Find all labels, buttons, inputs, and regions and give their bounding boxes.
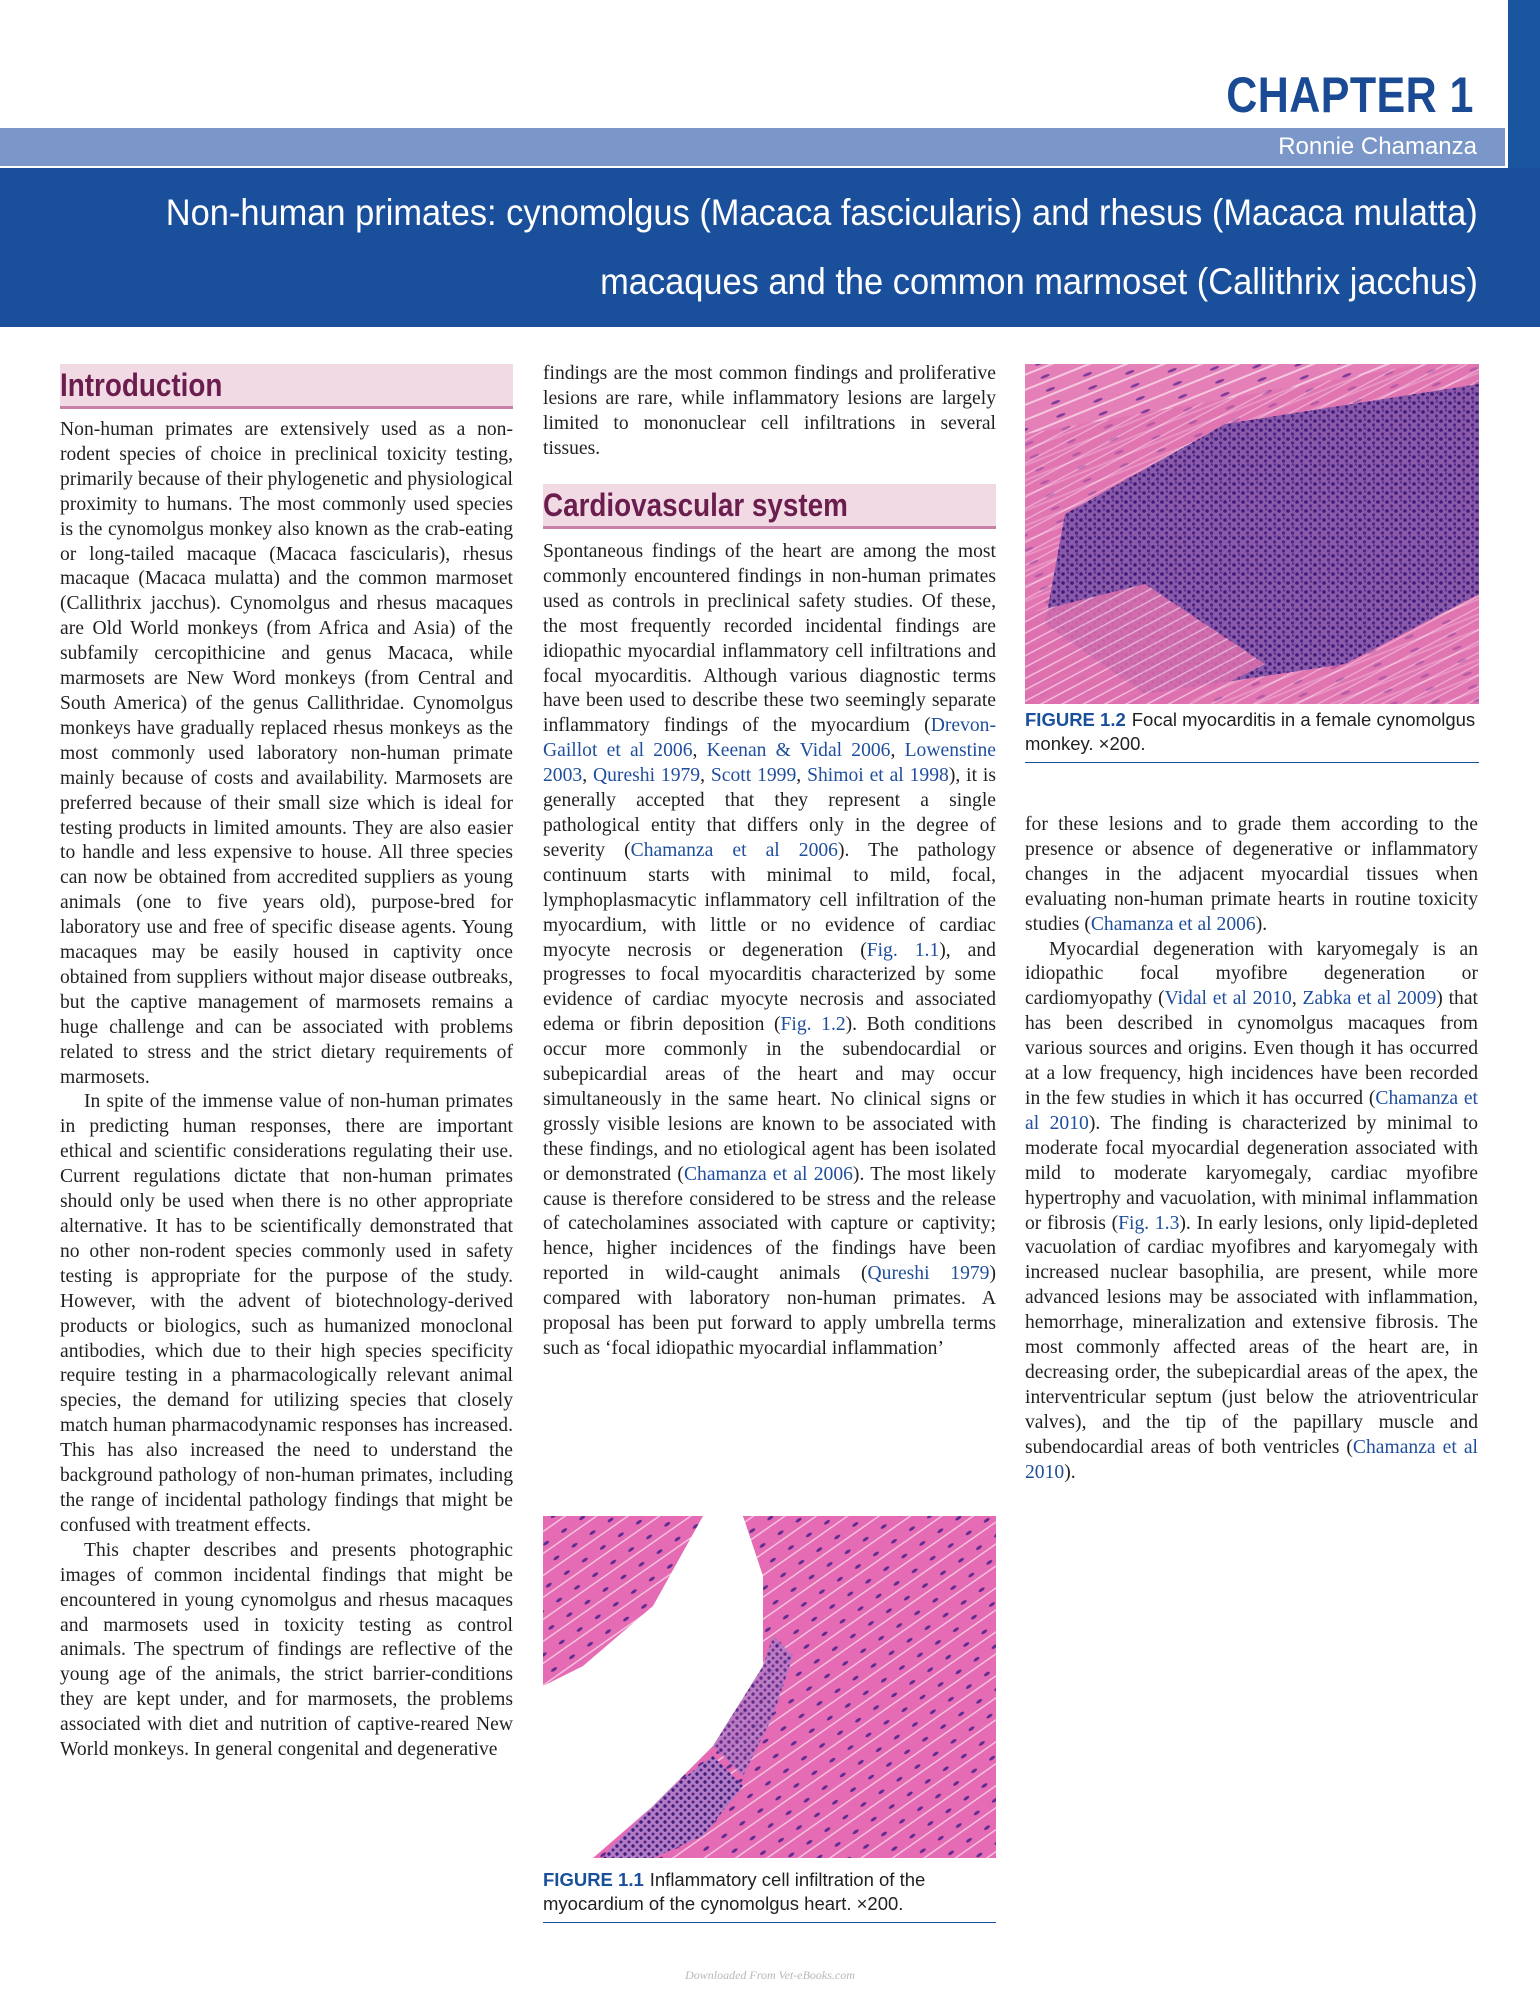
karyomegaly-paragraph: Myocardial degeneration with karyomegaly is an idiopathic focal myofibre degeneration or cardiomyopathy (Vidal et al 2010, Zabka et al 2009) that has been described in cynomolgus macaques from various sources and origins. Even though it has occurred at a low frequency, high incidences have been recorded in the few studies in which it has occurred (Chamanza et al 2010). The finding is characterized by minimal to moderate focal myocardial degeneration associated with mild to moderate karyomegaly, cardiac myofibre hypertrophy and vacuolation, with minimal inflammation or fibrosis (Fig. 1.3). In early lesions, only lipid-depleted vacuolation of cardiac myofibres and karyomegaly with increased nuclear basophilia, are present, while more advanced lesions may be associated with inflammation, hemorrhage, mineralization and extensive fibrosis. The most commonly affected areas of the heart are, in decreasing order, the subepicardial areas of the apex, the interventricular septum (just below the atrioventricular valves), and the tip of the papillary muscle and subendocardial areas of both ventricles (Chamanza et al 2010). — [1025, 938, 1479, 1483]
chapter-title-line-2: macaques and the common marmoset (Callithrix jacchus) — [600, 261, 1478, 302]
citation-link[interactable]: Qureshi 1979 — [867, 1263, 990, 1285]
citation-link[interactable]: Vidal et al 2010 — [1164, 988, 1292, 1010]
author-band — [0, 128, 1505, 166]
column-3-continuation: for these lesions and to grade them according to the presence or absence of degenerative or inflammatory changes in the adjacent myocardial tissues when evaluating non-human primate hearts in routine toxicity studies (Chamanza et al 2006). — [1025, 814, 1478, 935]
section-heading-text: Introduction — [60, 367, 223, 403]
column-1 — [60, 418, 513, 1763]
column-2-cardio — [543, 540, 996, 1362]
figure-label: FIGURE 1.1 — [543, 1869, 644, 1890]
section-heading-text: Cardiovascular system — [543, 487, 848, 523]
section-heading-cardiovascular — [543, 484, 996, 529]
section-heading-introduction — [60, 364, 513, 409]
author-name: Ronnie Chamanza — [1278, 133, 1477, 160]
citation-link[interactable]: Chamanza et al 2006 — [1090, 913, 1256, 935]
intro-paragraph-2: In spite of the immense value of non-human primates in predicting human responses, there are important ethical and scientific considerations regulating their use. Current regulations dictate that non-human primates should only be used when there is no other appropriate alternative. It has to be scientifically demonstrated that no other non-rodent species commonly used in safety testing is appropriate for the purpose of the study. However, with the advent of biotechnology-derived products or biologics, such as humanized monoclonal antibodies, which due to their high species specificity require testing in a pharmacologically relevant animal species, the demand for utilizing species that closely match human pharmacodynamic responses has increased. This has also increased the need to understand the background pathology of non-human primates, including the range of incidental pathology findings that might be confused with treatment effects. — [60, 1091, 513, 1536]
citation-link[interactable]: Zabka et al 2009 — [1302, 988, 1437, 1010]
figure-label: FIGURE 1.2 — [1025, 709, 1126, 730]
figure-1-1-caption — [543, 1868, 996, 1923]
citation-link[interactable]: Chamanza et al 2006 — [630, 839, 838, 861]
column-2-continuation: findings are the most common findings and proliferative lesions are rare, while inflammatory lesions are largely limited to mononuclear cell infiltrations in several tissues. — [543, 363, 996, 459]
intro-paragraph-3: This chapter describes and presents photographic images of common incidental findings that might be encountered in young cynomolgus and rhesus macaques and marmosets used in toxicity testing as control animals. The spectrum of findings are reflective of the young age of the animals, the strict barrier-conditions they are kept under, and for marmosets, the problems associated with diet and nutrition of captive-reared New World monkeys. In general congenital and degenerative — [60, 1539, 513, 1761]
figure-reference-link[interactable]: Fig. 1.3 — [1118, 1212, 1180, 1234]
citation-link[interactable]: Shimoi et al 1998 — [807, 765, 949, 787]
citation-link[interactable]: Chamanza et al 2010 — [1025, 1436, 1478, 1483]
caption-text: Inflammatory cell infiltration of the myocardium of the cynomolgus heart. ×200. — [543, 1869, 926, 1914]
citation-link[interactable]: Chamanza et al 2010 — [1025, 1087, 1479, 1134]
figure-1-1-micrograph — [543, 1516, 996, 1858]
caption-text: Focal myocarditis in a female cynomolgus monkey. ×200. — [1025, 709, 1476, 754]
title-band — [0, 168, 1540, 327]
citation-link[interactable]: Drevon-Gaillot et al 2006 — [543, 715, 996, 762]
citation-link[interactable]: Qureshi 1979 — [592, 765, 701, 787]
citation-link[interactable]: Keenan & Vidal 2006 — [706, 740, 891, 762]
column-3 — [1025, 813, 1478, 1485]
figure-reference-link[interactable]: Fig. 1.2 — [780, 1014, 846, 1036]
citation-link[interactable]: Lowenstine 2003 — [543, 740, 997, 787]
citation-link[interactable]: Chamanza et al 2006 — [683, 1163, 853, 1185]
column-2-top — [543, 362, 996, 462]
figure-reference-link[interactable]: Fig. 1.1 — [866, 939, 940, 961]
figure-1-2-micrograph — [1025, 364, 1479, 704]
chapter-label: CHAPTER 1 — [1226, 67, 1474, 123]
chapter-title-line-1: Non-human primates: cynomolgus (Macaca fascicularis) and rhesus (Macaca mulatta) — [166, 192, 1478, 233]
intro-paragraph-1: Non-human primates are extensively used as a non-rodent species of choice in preclinical toxicity testing, primarily because of their phylogenetic and physiological proximity to humans. The most commonly used species is the cynomolgus monkey also known as the crab-eating or long-tailed macaque (Macaca fascicularis), rhesus macaque (Macaca mulatta) and the common marmoset (Callithrix jacchus). Cynomolgus and rhesus macaques are Old World monkeys (from Africa and Asia) of the subfamily cercopithicine and genus Macaca, while marmosets are New Word monkeys (from Central and South America) of the genus Callithridae. Cynomolgus monkeys have gradually replaced rhesus monkeys as the most commonly used laboratory non-human primate mainly because of costs and availability. Marmosets are preferred because of their small size which is ideal for testing products in limited amounts. They are also easier to handle and less expensive to house. All three species can now be obtained from accredited suppliers as young animals (one to five years old), purpose-bred for laboratory use and free of specific disease agents. Young macaques may be easily housed in captivity once obtained from suppliers without major disease outbreaks, but the captive management of marmosets remains a huge challenge and can be associated with problems related to stress and the strict dietary requirements of marmosets. — [60, 419, 513, 1088]
download-watermark: Downloaded From Vet-eBooks.com — [685, 1968, 855, 1982]
citation-link[interactable]: Scott 1999 — [710, 765, 797, 787]
cardio-paragraph: Spontaneous findings of the heart are among the most commonly encountered findings in non-human primates used as controls in preclinical safety studies. Of these, the most frequently recorded incidental findings are idiopathic myocardial inflammatory cell infiltrations and focal myocarditis. Although various diagnostic terms have been used to describe these two seemingly separate inflammatory findings of the myocardium (Drevon-Gaillot et al 2006, Keenan & Vidal 2006, Lowenstine 2003, Qureshi 1979, Scott 1999, Shimoi et al 1998), it is generally accepted that they represent a single pathological entity that differs only in the degree of severity (Chamanza et al 2006). The pathology continuum starts with minimal to mild, focal, lymphoplasmacytic inflammatory cell infiltration of the myocardium, with little or no evidence of cardiac myocyte necrosis or degeneration (Fig. 1.1), and progresses to focal myocarditis characterized by some evidence of cardiac myocyte necrosis and associated edema or fibrin deposition (Fig. 1.2). Both conditions occur more commonly in the subendocardial or subepicardial areas of the heart and may occur simultaneously in the same heart. No clinical signs or grossly visible lesions are known to be associated with these findings, and no etiological agent has been isolated or demonstrated (Chamanza et al 2006). The most likely cause is therefore considered to be stress and the release of catecholamines associated with capture or captivity; hence, higher incidences of the findings have been reported in wild-caught animals (Qureshi 1979) compared with laboratory non-human primates. A proposal has been put forward to apply umbrella terms such as ‘focal idiopathic myocardial inflammation’ — [543, 541, 997, 1359]
figure-1-2-caption — [1025, 708, 1479, 763]
